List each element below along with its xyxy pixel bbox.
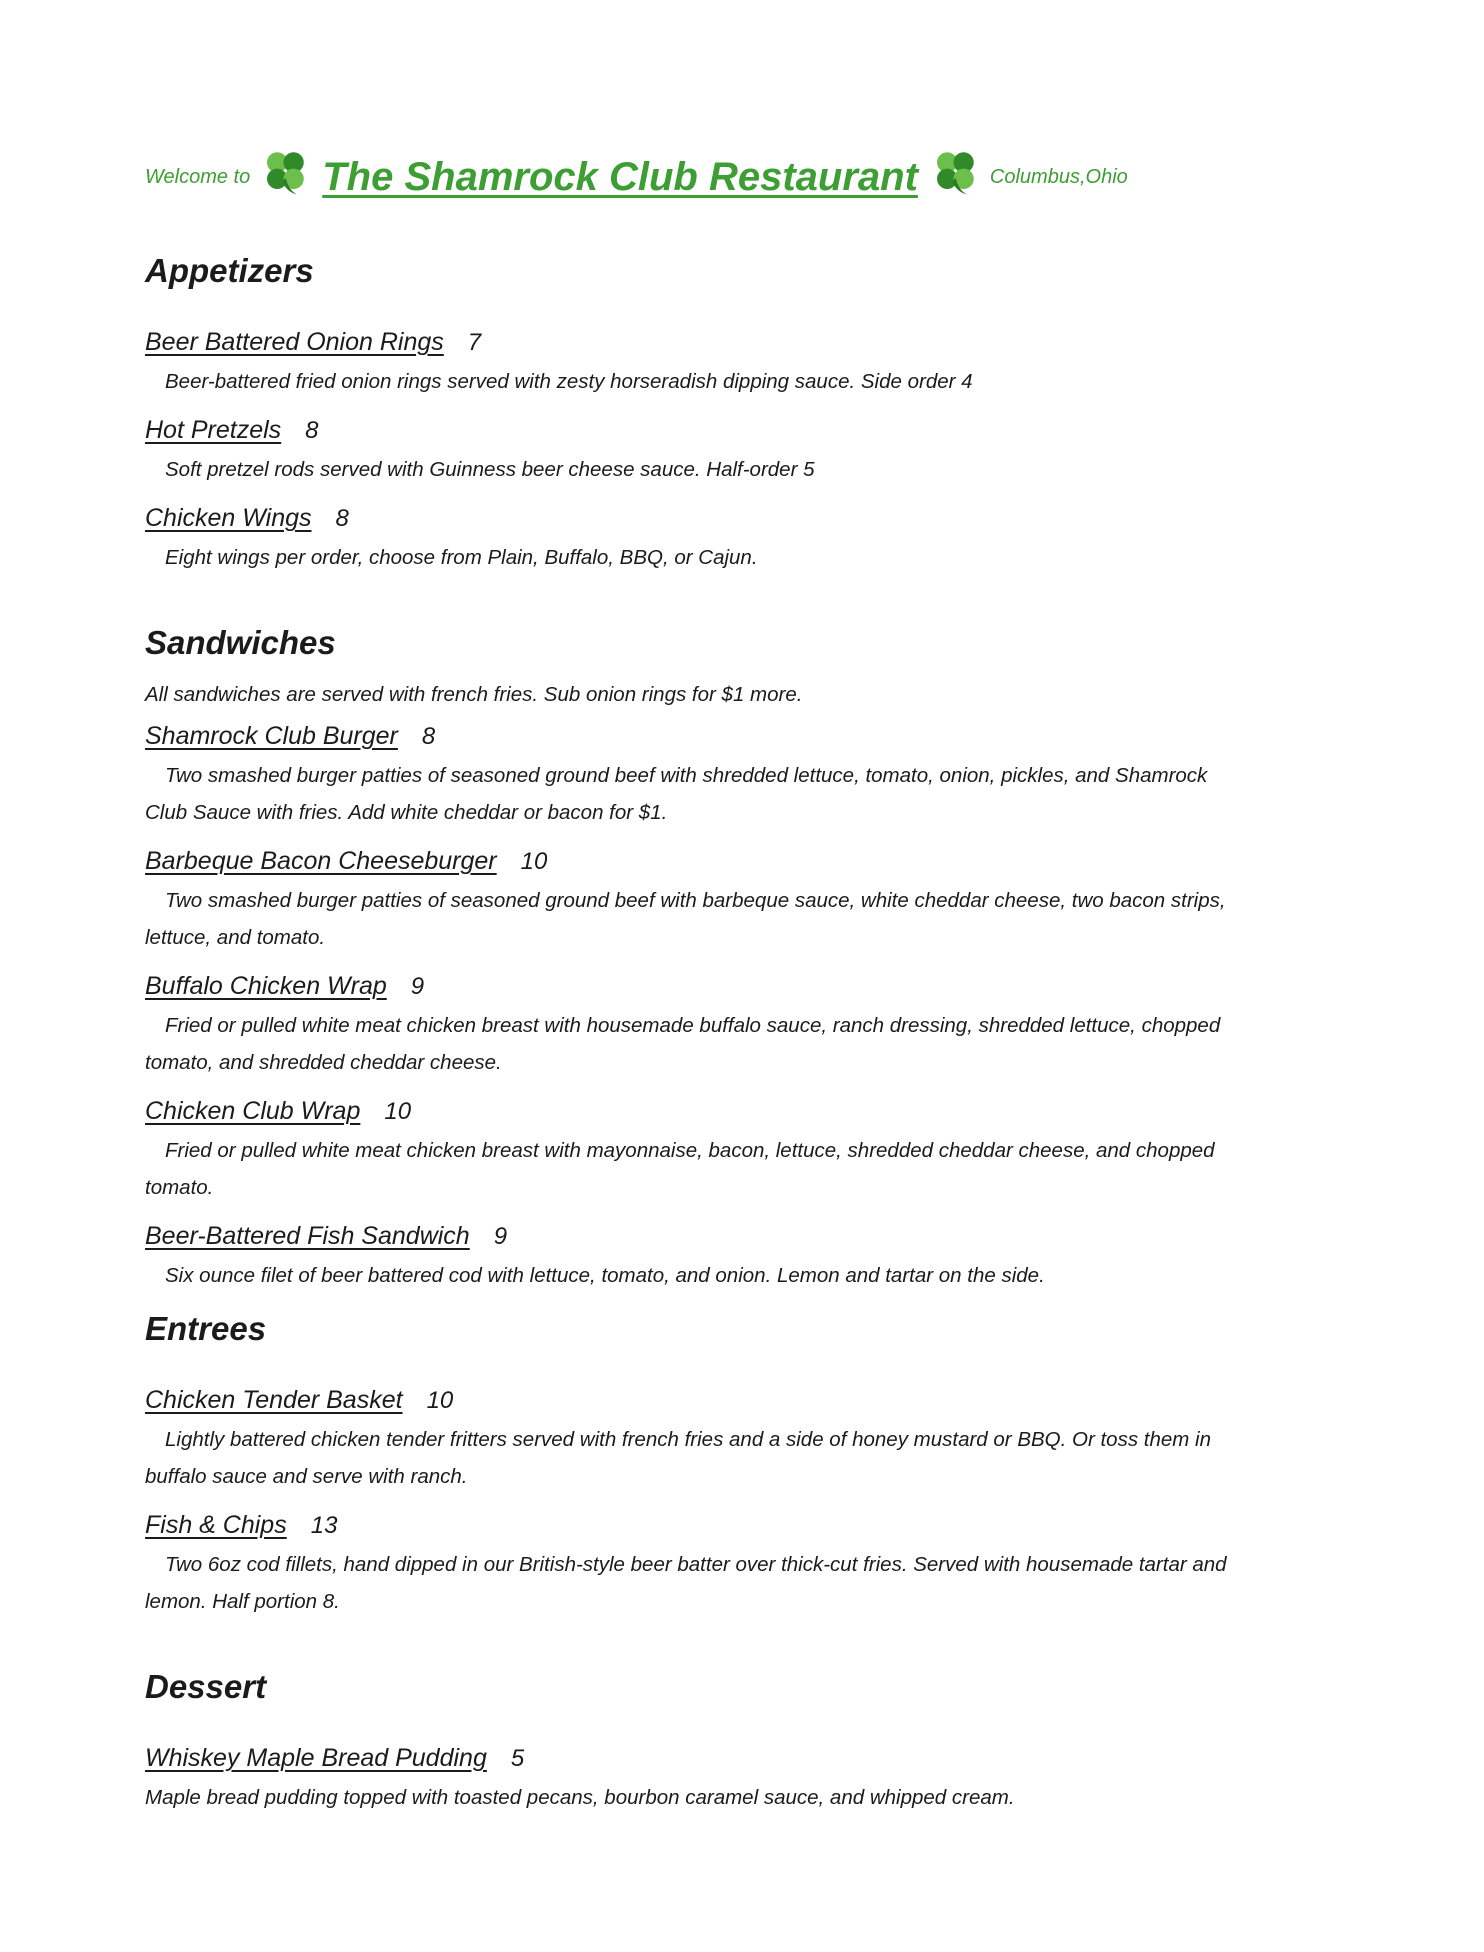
item-price: 7 [467, 329, 482, 356]
section-heading: Dessert [145, 1668, 267, 1705]
item-price: 9 [493, 1223, 508, 1250]
item-description: Fried or pulled white meat chicken breast with housemade buffalo sauce, ranch dressing, shredded lettuce, chopped tomato, and shredded cheddar cheese. [145, 1014, 1221, 1074]
item-price: 10 [520, 848, 548, 875]
item-name: Whiskey Maple Bread Pudding [145, 1744, 487, 1772]
item-description: Soft pretzel rods served with Guinness beer cheese sauce. Half-order 5 [165, 458, 815, 481]
item-title-line [145, 847, 1344, 876]
menu-item [145, 847, 1344, 956]
item-name: Barbeque Bacon Cheeseburger [145, 847, 497, 875]
item-title-line [145, 504, 1344, 533]
item-name: Shamrock Club Burger [145, 722, 398, 750]
menu-header [145, 146, 1344, 208]
item-description: Two smashed burger patties of seasoned ground beef with shredded lettuce, tomato, onion, pickles, and Shamrock Club Sauce with fries. Add white cheddar or bacon for $1. [145, 764, 1208, 824]
item-description: Two smashed burger patties of seasoned ground beef with barbeque sauce, white cheddar cheese, two bacon strips, lettuce, and tomato. [145, 889, 1226, 949]
item-name: Buffalo Chicken Wrap [145, 972, 387, 1000]
item-description: Maple bread pudding topped with toasted pecans, bourbon caramel sauce, and whipped cream. [145, 1786, 1015, 1809]
section-heading: Sandwiches [145, 624, 336, 661]
menu-item [145, 416, 1344, 488]
item-title-line [145, 972, 1344, 1001]
item-price: 5 [510, 1745, 525, 1772]
item-name: Beer Battered Onion Rings [145, 328, 444, 356]
item-name: Chicken Club Wrap [145, 1097, 361, 1125]
menu-item [145, 1744, 1344, 1816]
item-description: Beer-battered fried onion rings served with zesty horseradish dipping sauce. Side order 4 [165, 370, 973, 393]
item-title-line [145, 722, 1344, 751]
item-price: 9 [410, 973, 425, 1000]
item-name: Hot Pretzels [145, 416, 282, 444]
item-name: Fish & Chips [145, 1511, 287, 1539]
item-description: Lightly battered chicken tender fritters served with french fries and a side of honey mustard or BBQ. Or toss them in buffalo sauce and serve with ranch. [145, 1428, 1211, 1488]
menu-item [145, 1386, 1344, 1495]
shamrock-icon [930, 146, 980, 196]
menu-item [145, 722, 1344, 831]
item-title-line [145, 1386, 1344, 1415]
section-heading: Appetizers [145, 252, 314, 289]
item-description: Eight wings per order, choose from Plain, Buffalo, BBQ, or Cajun. [165, 546, 758, 569]
item-name: Chicken Wings [145, 504, 312, 532]
welcome-text: Welcome to [145, 165, 251, 188]
menu-item [145, 972, 1344, 1081]
location-text: Columbus,Ohio [989, 165, 1128, 188]
item-price: 8 [305, 417, 319, 444]
section-entrees [145, 1310, 1344, 1620]
section-dessert [145, 1668, 1344, 1816]
item-description: Six ounce filet of beer battered cod with lettuce, tomato, and onion. Lemon and tartar on the side. [165, 1264, 1045, 1287]
item-price: 13 [310, 1512, 338, 1539]
menu-item [145, 504, 1344, 576]
section-sandwiches [145, 624, 1344, 1294]
item-title-line [145, 1744, 1344, 1773]
item-price: 10 [426, 1387, 454, 1414]
item-description: Two 6oz cod fillets, hand dipped in our British-style beer batter over thick-cut fries. Served with housemade tartar and lemon. Half portion 8. [145, 1553, 1227, 1613]
restaurant-title: The Shamrock Club Restaurant [322, 154, 918, 199]
item-title-line [145, 1097, 1344, 1126]
item-price: 8 [335, 505, 349, 532]
section-heading: Entrees [145, 1310, 267, 1347]
item-price: 10 [384, 1098, 412, 1125]
item-title-line [145, 416, 1344, 445]
menu-item [145, 328, 1344, 400]
item-title-line [145, 328, 1344, 357]
section-appetizers [145, 252, 1344, 576]
menu-item [145, 1222, 1344, 1294]
item-name: Chicken Tender Basket [145, 1386, 403, 1414]
item-title-line [145, 1511, 1344, 1540]
item-title-line [145, 1222, 1344, 1251]
shamrock-icon [260, 146, 310, 196]
menu-item [145, 1097, 1344, 1206]
menu-item [145, 1511, 1344, 1620]
item-name: Beer-Battered Fish Sandwich [145, 1222, 470, 1250]
section-intro: All sandwiches are served with french fries. Sub onion rings for $1 more. [145, 683, 803, 706]
item-price: 8 [421, 723, 436, 750]
item-description: Fried or pulled white meat chicken breast with mayonnaise, bacon, lettuce, shredded cheddar cheese, and chopped tomato. [145, 1139, 1215, 1199]
